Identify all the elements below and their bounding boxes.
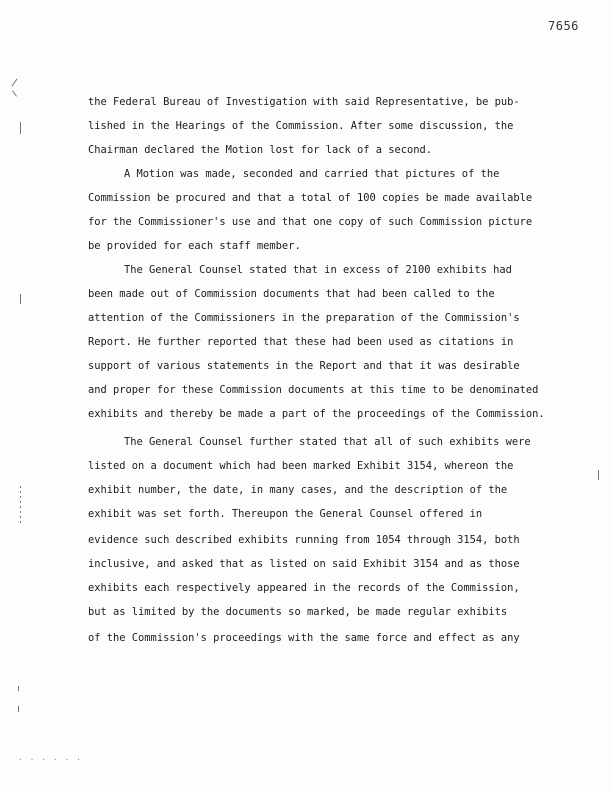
text-line: for the Commissioner's use and that one copy of such Commission picture xyxy=(88,216,533,228)
text-line: be provided for each staff member. xyxy=(88,240,301,252)
margin-mark xyxy=(20,122,21,134)
text-line: exhibit was set forth. Thereupon the General Counsel offered in xyxy=(88,508,483,520)
text-line: Report. He further reported that these had been used as citations in xyxy=(88,336,514,348)
text-line: exhibit number, the date, in many cases, and the description of the xyxy=(88,484,508,496)
margin-mark xyxy=(12,90,17,96)
margin-dots: · · · · · · xyxy=(18,755,82,764)
text-line: been made out of Commission documents that had been called to the xyxy=(88,288,495,300)
text-line: The General Counsel stated that in excess of 2100 exhibits had xyxy=(124,264,512,276)
text-line: listed on a document which had been marked Exhibit 3154, whereon the xyxy=(88,460,514,472)
text-line: exhibits each respectively appeared in the records of the Commission, xyxy=(88,582,520,594)
text-line: the Federal Bureau of Investigation with said Representative, be pub- xyxy=(88,96,520,108)
margin-mark xyxy=(12,79,18,87)
page-number: 7656 xyxy=(548,19,579,33)
margin-mark xyxy=(598,470,599,480)
text-line: attention of the Commissioners in the preparation of the Commission's xyxy=(88,312,520,324)
margin-mark xyxy=(20,486,21,526)
text-line: lished in the Hearings of the Commission. After some discussion, the xyxy=(88,120,514,132)
margin-mark xyxy=(20,294,21,304)
text-line: Commission be procured and that a total of 100 copies be made available xyxy=(88,192,533,204)
text-line: inclusive, and asked that as listed on said Exhibit 3154 and as those xyxy=(88,558,520,570)
text-line: but as limited by the documents so marked, be made regular exhibits xyxy=(88,606,508,618)
text-line: The General Counsel further stated that all of such exhibits were xyxy=(124,436,531,448)
text-line: Chairman declared the Motion lost for lack of a second. xyxy=(88,144,433,156)
text-line: exhibits and thereby be made a part of the proceedings of the Commission. xyxy=(88,408,545,420)
text-line: support of various statements in the Report and that it was desirable xyxy=(88,360,520,372)
text-line: of the Commission's proceedings with the same force and effect as any xyxy=(88,632,520,644)
text-line: and proper for these Commission documents at this time to be denominated xyxy=(88,384,539,396)
margin-mark xyxy=(18,686,19,691)
text-line: evidence such described exhibits running from 1054 through 3154, both xyxy=(88,534,520,546)
margin-mark xyxy=(18,706,19,712)
text-line: A Motion was made, seconded and carried that pictures of the xyxy=(124,168,500,180)
